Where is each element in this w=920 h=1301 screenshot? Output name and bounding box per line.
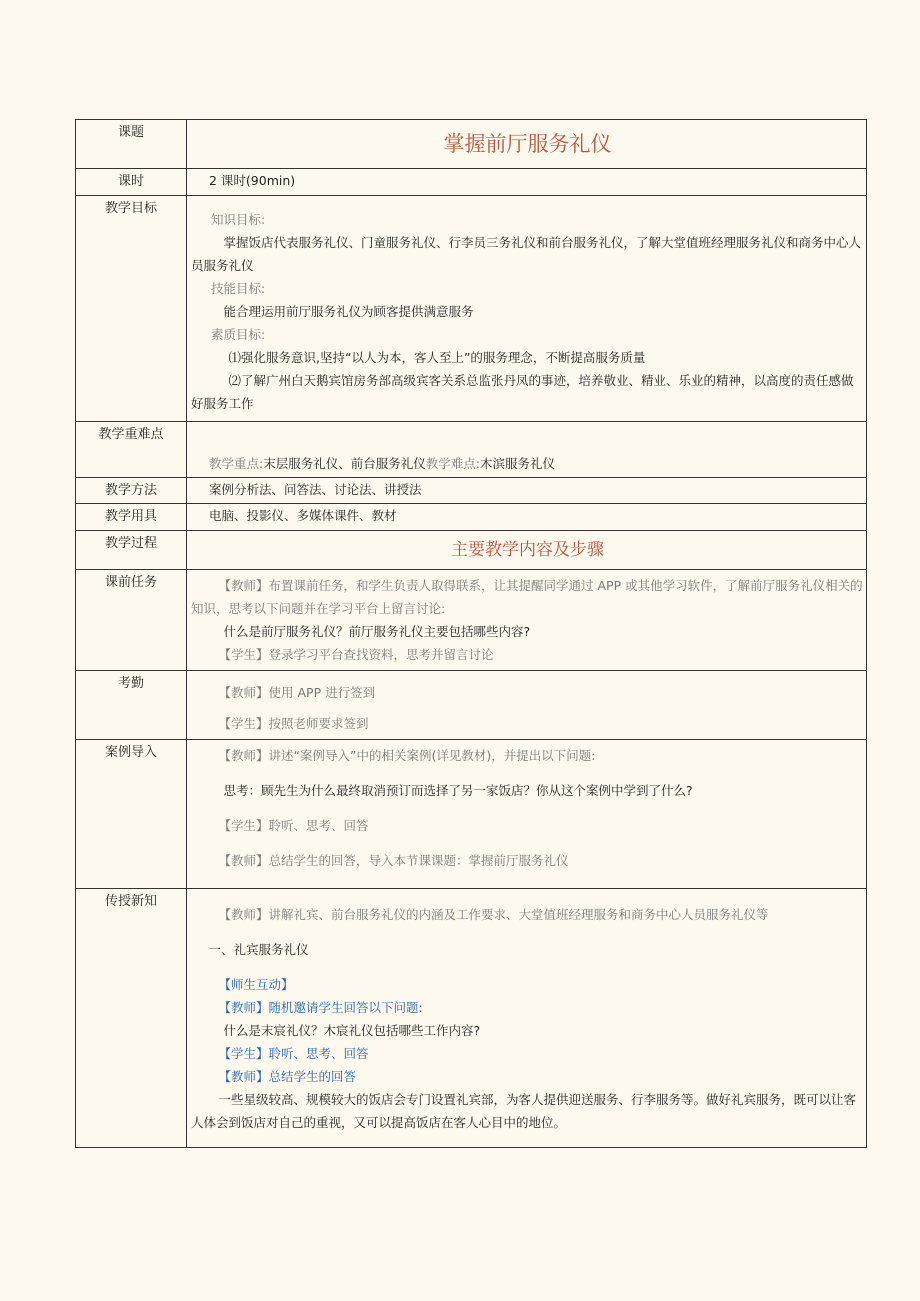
case-summary: 【教师】总结学生的回答，导入本节课课题：掌握前厅服务礼仪 bbox=[218, 853, 569, 868]
attendance-student: 【学生】按照老师要求签到 bbox=[218, 716, 369, 731]
process-label: 教学过程 bbox=[76, 531, 187, 570]
knowledge-goal-text: 掌握饭店代表服务礼仪、门童服务礼仪、行李员三务礼仪和前台服务礼仪，了解大堂值班经理服务礼仪和商务中心人员服务礼仪 bbox=[191, 235, 862, 273]
key-heading: 教学重点: bbox=[209, 456, 264, 471]
label-title: 课题 bbox=[76, 120, 187, 169]
cell-new-knowledge bbox=[187, 889, 867, 1148]
pre-task-student: 【学生】登录学习平台查找资料，思考并留言讨论 bbox=[218, 647, 494, 662]
cell-pre-task bbox=[187, 570, 867, 671]
new-paragraph: 一些星级较高、规模较大的饭店会专门设置礼宾部，为客人提供迎送服务、行李服务等。做好礼宾服务，既可以让客人体会到饭店对自己的重视，又可以提高饭店在客人心目中的地位。 bbox=[191, 1092, 857, 1130]
cell-process-header bbox=[187, 531, 867, 570]
label-methods: 教学方法 bbox=[76, 478, 187, 504]
row-goals bbox=[76, 196, 867, 422]
lesson-title: 掌握前厅服务礼仪 bbox=[443, 132, 612, 156]
row-hours bbox=[76, 169, 867, 196]
process-title: 主要教学内容及步骤 bbox=[451, 540, 604, 560]
label-goals: 教学目标 bbox=[76, 196, 187, 422]
skill-goal-text: 能合理运用前厅服务礼仪为顾客提供满意服务 bbox=[223, 304, 474, 319]
case-teacher: 【教师】讲述“案例导入”中的相关案例(详见教材)，并提出以下问题: bbox=[218, 748, 596, 763]
methods-value: 案例分析法、问答法、讨论法、讲授法 bbox=[187, 478, 867, 504]
row-pre-task bbox=[76, 570, 867, 671]
new-question: 什么是末宸礼仪？木宸礼仪包括哪些工作内容? bbox=[223, 1023, 481, 1038]
hours-value: 2 课时(90min) bbox=[187, 169, 867, 196]
section-heading: 一、礼宾服务礼仪 bbox=[208, 942, 309, 957]
row-title bbox=[76, 120, 867, 169]
quality-goal-heading: 素质目标: bbox=[211, 327, 266, 342]
quality-goal-2: ⑵了解广州白天鹅宾馆房务部高级宾客关系总监张丹凤的事迹，培养敬业、精业、乐业的精神，以高度的责任感做好服务工作 bbox=[191, 373, 854, 411]
new-student: 【学生】聆听、思考、回答 bbox=[218, 1046, 369, 1061]
row-methods bbox=[76, 478, 867, 504]
row-attendance bbox=[76, 671, 867, 740]
quality-goal-1: ⑴强化服务意识,坚持“以人为本，客人至上”的服务理念，不断提高服务质量 bbox=[228, 350, 646, 365]
case-student: 【学生】聆听、思考、回答 bbox=[218, 818, 369, 833]
label-pre-task: 课前任务 bbox=[76, 570, 187, 671]
tools-value: 电脑、投影仪、多媒体课件、教材 bbox=[187, 504, 867, 531]
row-process-header bbox=[76, 531, 867, 570]
row-keypoints bbox=[76, 422, 867, 478]
skill-goal-heading: 技能目标: bbox=[211, 281, 266, 296]
difficulty-heading: 教学难点: bbox=[425, 456, 480, 471]
label-new-knowledge: 传授新知 bbox=[76, 889, 187, 1148]
cell-goals bbox=[187, 196, 867, 422]
interaction-tag: 【师生互动】 bbox=[218, 977, 294, 992]
pre-task-teacher: 【教师】布置课前任务，和学生负责人取得联系，让其提醒同学通过 APP 或其他学习软件，了解前厅服务礼仪相关的知识，思考以下问题并在学习平台上留言讨论: bbox=[191, 578, 863, 616]
label-tools: 教学用具 bbox=[76, 504, 187, 531]
teacher-question-prompt: 【教师】随机邀请学生回答以下问题: bbox=[218, 1000, 423, 1015]
new-teacher-intro: 【教师】讲解礼宾、前台服务礼仪的内涵及工作要求、大堂值班经理服务和商务中心人员服务礼仪等 bbox=[218, 907, 769, 922]
label-case: 案例导入 bbox=[76, 740, 187, 889]
new-teacher-summary: 【教师】总结学生的回答 bbox=[218, 1069, 357, 1084]
key-text: 末层服务礼仪、前台服务礼仪 bbox=[263, 456, 426, 471]
cell-title bbox=[187, 120, 867, 169]
pre-task-question: 什么是前厅服务礼仪？前厅服务礼仪主要包括哪些内容? bbox=[223, 624, 531, 639]
knowledge-goal-heading: 知识目标: bbox=[211, 212, 266, 227]
attendance-teacher: 【教师】使用 APP 进行签到 bbox=[218, 685, 376, 700]
cell-keypoints bbox=[187, 422, 867, 478]
row-case bbox=[76, 740, 867, 889]
label-hours: 课时 bbox=[76, 169, 187, 196]
label-keypoints: 教学重难点 bbox=[76, 422, 187, 478]
cell-attendance bbox=[187, 671, 867, 740]
label-attendance: 考勤 bbox=[76, 671, 187, 740]
cell-case bbox=[187, 740, 867, 889]
lesson-plan-table bbox=[75, 119, 867, 1148]
row-tools bbox=[76, 504, 867, 531]
difficulty-text: 木滨服务礼仪 bbox=[479, 456, 555, 471]
row-new-knowledge bbox=[76, 889, 867, 1148]
case-question: 思考：顾先生为什么最终取消预订而选择了另一家饭店？你从这个案例中学到了什么? bbox=[223, 783, 693, 798]
